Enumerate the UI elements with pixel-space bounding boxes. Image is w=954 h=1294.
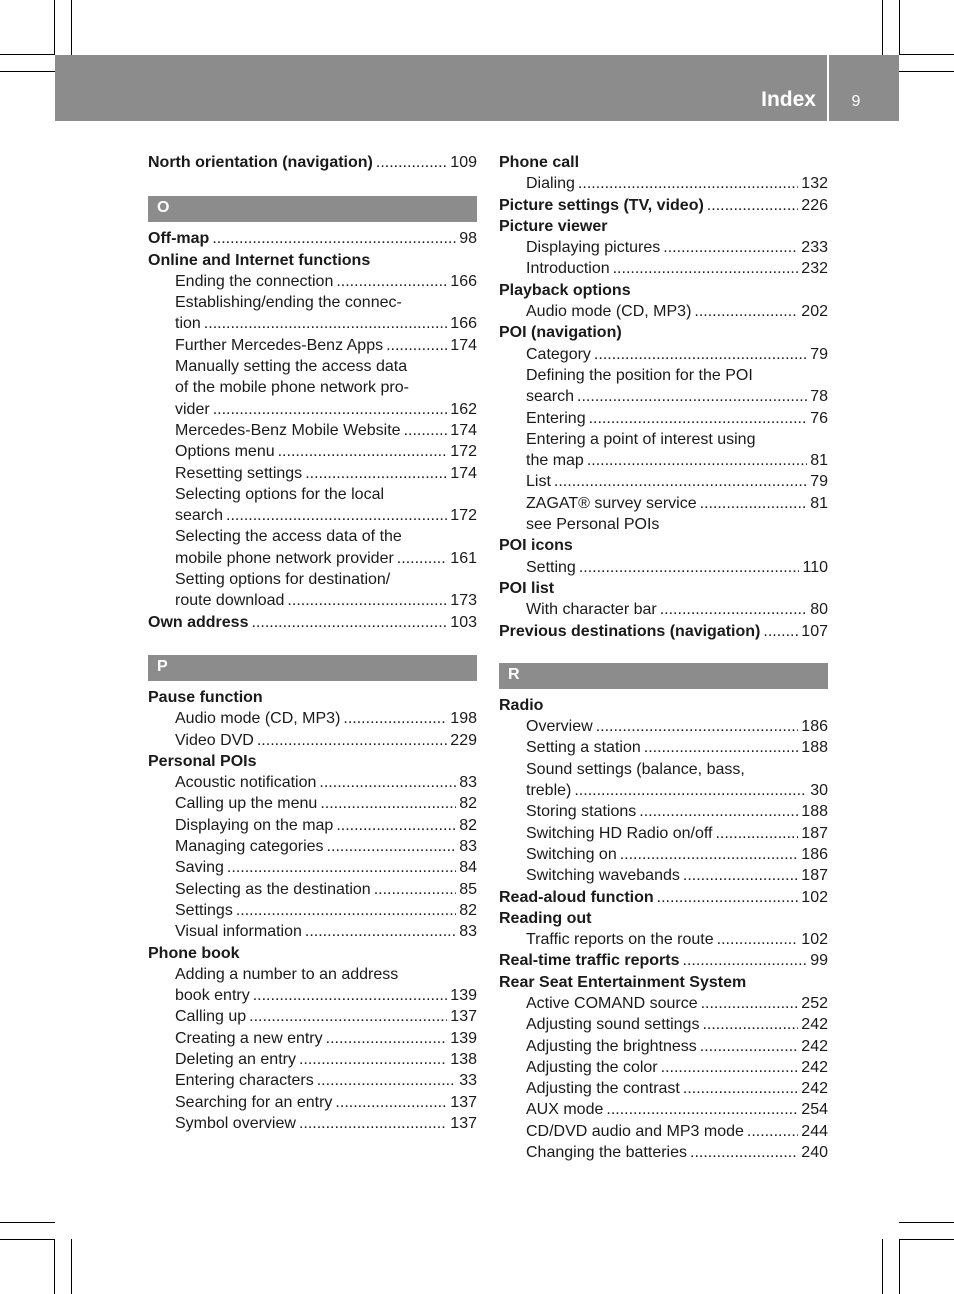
index-subentry: Searching for an entry ..... 137 [148,1092,477,1113]
index-heading: Rear Seat Entertainment System [499,973,747,991]
section-letter-p: P [148,655,477,681]
index-subentry: Storing stations ..... 188 [499,801,828,822]
index-subentry: List ..... 79 [499,471,828,492]
index-subentry-line: Defining the position for the POI [526,366,753,384]
index-subentry: Switching HD Radio on/off ..... 187 [499,823,828,844]
index-subentry: Adjusting the brightness ..... 242 [499,1036,828,1057]
index-subentry: Ending the connection ..... 166 [148,271,477,292]
index-subentry: Audio mode (CD, MP3) ..... 198 [148,708,477,729]
index-heading: Online and Internet functions [148,251,371,269]
index-heading: Phone book [148,944,240,962]
index-heading: POI icons [499,537,573,555]
index-subentry: AUX mode ..... 254 [499,1099,828,1120]
index-subentry: Overview ..... 186 [499,716,828,737]
section-letter-o: O [148,196,477,222]
index-subentry: Visual information ..... 83 [148,921,477,942]
index-subentry: Settings ..... 82 [148,900,477,921]
page-title: Index [761,88,816,111]
index-subentry: Switching wavebands ..... 187 [499,865,828,886]
index-entry: Real-time traffic reports ..... 99 [499,950,828,971]
index-subentry: Active COMAND source ..... 252 [499,993,828,1014]
index-entry: Off-map ..... 98 [148,228,477,249]
crop-mark [54,1239,55,1294]
index-cross-reference: see Personal POIs [526,516,660,534]
crop-mark [71,0,72,55]
crop-mark [899,54,954,55]
index-heading: Picture viewer [499,217,608,235]
index-subentry: Displaying pictures ..... 233 [499,237,828,258]
page-number: 9 [851,93,861,110]
index-subentry-line: Manually setting the access data [175,358,408,376]
index-subentry: search ..... 78 [499,386,828,407]
index-subentry-line: Adding a number to an address [175,965,399,983]
crop-mark [899,71,954,72]
index-entry: Read-aloud function ..... 102 [499,887,828,908]
index-subentry: Deleting an entry ..... 138 [148,1049,477,1070]
index-subentry: route download ..... 173 [148,590,477,611]
crop-mark [0,54,55,55]
crop-mark [71,1239,72,1294]
index-column-right [499,152,828,1163]
index-subentry: Switching on ..... 186 [499,844,828,865]
index-subentry-line: Setting options for destination/ [175,571,391,589]
index-heading: POI (navigation) [499,324,622,342]
index-heading: Reading out [499,909,592,927]
index-subentry: book entry ..... 139 [148,985,477,1006]
index-subentry: Saving ..... 84 [148,857,477,878]
header-divider [827,55,829,121]
index-entry: Previous destinations (navigation) ..... 107 [499,621,828,642]
index-subentry: vider ..... 162 [148,399,477,420]
index-subentry: Setting a station ..... 188 [499,737,828,758]
index-heading: Radio [499,696,544,714]
index-subentry: Setting ..... 110 [499,557,828,578]
index-subentry: Further Mercedes-Benz Apps ..... 174 [148,335,477,356]
crop-mark [882,1239,883,1294]
crop-mark [899,1222,954,1223]
crop-mark [899,0,900,55]
crop-mark [0,1222,55,1223]
index-subentry: Adjusting the color ..... 242 [499,1057,828,1078]
index-subentry-line: Sound settings (balance, bass, [526,760,745,778]
index-subentry-line: Selecting the access data of the [175,528,402,546]
index-subentry: Displaying on the map ..... 82 [148,815,477,836]
crop-mark [899,1239,954,1240]
index-subentry: mobile phone network provider ..... 161 [148,548,477,569]
index-subentry: Category ..... 79 [499,344,828,365]
section-letter-r: R [499,663,828,689]
index-subentry-line: of the mobile phone network pro- [175,379,409,397]
index-subentry: treble) ..... 30 [499,780,828,801]
index-subentry: the map ..... 81 [499,450,828,471]
index-subentry: Audio mode (CD, MP3) ..... 202 [499,301,828,322]
index-subentry: Mercedes-Benz Mobile Website ..... 174 [148,420,477,441]
index-subentry: Traffic reports on the route ..... 102 [499,929,828,950]
index-subentry-line: Selecting options for the local [175,485,385,503]
crop-mark [0,71,55,72]
index-subentry: Resetting settings ..... 174 [148,463,477,484]
index-subentry: Selecting as the destination ..... 85 [148,879,477,900]
index-subentry: Adjusting the contrast ..... 242 [499,1078,828,1099]
index-subentry: Entering ..... 76 [499,408,828,429]
index-subentry: ZAGAT® survey service ..... 81 [499,493,828,514]
index-subentry: Managing categories ..... 83 [148,836,477,857]
index-subentry: Calling up the menu ..... 82 [148,793,477,814]
index-entry: Picture settings (TV, video) ..... 226 [499,195,828,216]
index-subentry: Options menu ..... 172 [148,441,477,462]
index-subentry: Adjusting sound settings ..... 242 [499,1014,828,1035]
index-subentry: Dialing ..... 132 [499,173,828,194]
index-heading: Personal POIs [148,752,257,770]
index-subentry: tion ..... 166 [148,313,477,334]
index-subentry: CD/DVD audio and MP3 mode ..... 244 [499,1121,828,1142]
crop-mark [899,1239,900,1294]
index-heading: Phone call [499,154,580,171]
index-subentry: Video DVD ..... 229 [148,730,477,751]
crop-mark [0,1239,55,1240]
index-subentry-line: Entering a point of interest using [526,430,756,448]
crop-mark [882,0,883,55]
index-subentry: Acoustic notification ..... 83 [148,772,477,793]
crop-mark [54,0,55,55]
index-heading: Playback options [499,281,631,299]
index-subentry: Symbol overview ..... 137 [148,1113,477,1134]
index-column-left [148,152,477,1134]
index-entry: North orientation (navigation) ..... 109 [148,152,477,173]
index-subentry: Introduction ..... 232 [499,258,828,279]
index-subentry: Entering characters ..... 33 [148,1070,477,1091]
index-subentry: Calling up ..... 137 [148,1006,477,1027]
index-heading: Pause function [148,688,263,706]
index-subentry: With character bar ..... 80 [499,599,828,620]
index-subentry: Creating a new entry ..... 139 [148,1028,477,1049]
index-heading: POI list [499,579,555,597]
index-subentry-line: Establishing/ending the connec- [175,294,402,312]
index-subentry: search ..... 172 [148,505,477,526]
index-subentry: Changing the batteries ..... 240 [499,1142,828,1163]
index-entry: Own address ..... 103 [148,612,477,633]
